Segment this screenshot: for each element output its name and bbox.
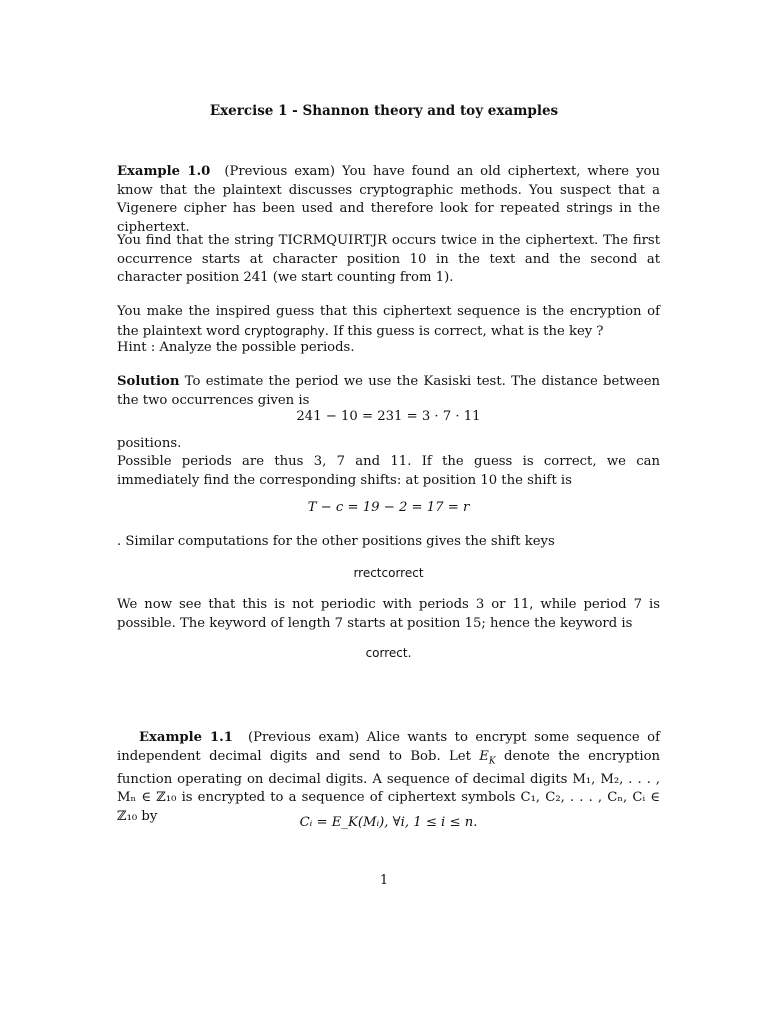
example-1-0-guess <box>117 303 660 341</box>
encryption-equation-text: Cᵢ = E_K(Mᵢ), ∀i, 1 ≤ i ≤ n. <box>299 815 478 830</box>
ek-symbol: E <box>479 748 489 764</box>
ek-subscript: K <box>488 756 496 767</box>
guess-text-b: . If this guess is correct, what is the key ? <box>324 323 604 339</box>
solution-text: To estimate the period we use the Kasiski test. The distance between the two occurrences given is <box>117 374 660 408</box>
example-1-1-text-a: (Previous exam) Alice wants to encrypt some sequence of independent decimal digits and send to Bob. Let <box>117 730 660 764</box>
equation-distance: 241 − 10 = 231 = 3 · 7 · 11 <box>296 409 481 424</box>
solution-intro <box>117 373 660 410</box>
shift-keys: rrectcorrect <box>353 566 424 580</box>
equation-shift <box>117 500 660 515</box>
solution-label: Solution <box>117 374 180 389</box>
example-1-0-intro <box>117 163 660 237</box>
solution-periodic: We now see that this is not periodic with periods 3 or 11, while period 7 is possible. The keyword of length 7 starts at position 15; hence the keyword is <box>117 597 660 631</box>
solution-similar: . Similar computations for the other positions gives the shift keys <box>117 534 555 549</box>
example-1-0-label: Example 1.0 <box>117 164 211 179</box>
encryption-equation <box>117 815 660 830</box>
guess-word: cryptography <box>244 323 325 338</box>
example-1-0-repeated-string: You find that the string TICRMQUIRTJR occurs twice in the ciphertext. The first occurrence starts at character position 10 in the text and the second at character position 241 (we start counting from 1). <box>117 233 660 285</box>
guess-text-a: You make the inspired guess that this ciphertext sequence is the encryption of the plaintext word <box>117 304 660 339</box>
example-1-1-text-b: denote the encryption function operating on decimal digits. A sequence of decimal digits M₁, M₂, . . . , Mₙ ∈ ℤ₁₀ is encrypted to a sequence of ciphertext symbols C₁, C₂, . . . , Cₙ, Cᵢ ∈ ℤ₁₀ by <box>117 748 660 824</box>
keyword: correct. <box>365 646 412 660</box>
equation-shift-text: T − c = 19 − 2 = 17 = r <box>307 500 470 515</box>
solution-periods: Possible periods are thus 3, 7 and 11. If the guess is correct, we can immediately find the corresponding shifts: at position 10 the shift is <box>117 454 660 488</box>
solution-positions: positions. <box>117 436 182 451</box>
example-1-0-text: (Previous exam) You have found an old ciphertext, where you know that the plaintext discusses cryptographic methods. You suspect that a Vigenere cipher has been used and therefore look for repeated strings in the ciphertext. <box>117 164 660 235</box>
exercise-title: Exercise 1 - Shannon theory and toy examples <box>209 103 559 119</box>
page-number: 1 <box>379 873 389 888</box>
example-1-1-label: Example 1.1 <box>139 730 233 745</box>
example-1-0-hint: Hint : Analyze the possible periods. <box>117 340 355 355</box>
example-1-1-intro <box>117 729 660 826</box>
